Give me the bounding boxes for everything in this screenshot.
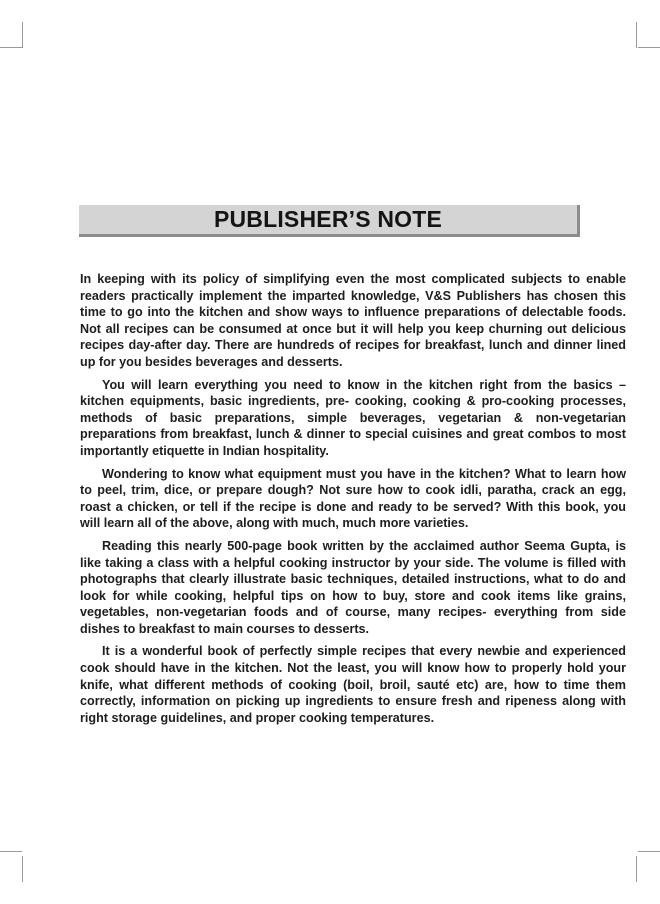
paragraph-learn: You will learn everything you need to know in the kitchen right from the basics – kitchen equipments, basic ingredients, pre- cooking, cooking & pro-cooking processes, methods of basic preparations, simple beverages, vegetarian & non-vegetarian preparations from breakfast, lunch & dinner to special cuisines and great combos to most importantly etiquette in Indian hospitality. bbox=[80, 377, 626, 458]
crop-mark-bottom-right bbox=[636, 856, 637, 882]
page-title: PUBLISHER’S NOTE bbox=[213, 206, 443, 232]
crop-mark-bottom-right-h bbox=[638, 851, 660, 852]
paragraph-wondering: Wondering to know what equipment must you have in the kitchen? What to learn how to peel, trim, dice, or prepare dough? Not sure how to cook idli, paratha, crack an egg, roast a chicken, or tell if the recipe is done and ready to be served? With this book, you will learn all of the above, along with much, much more varieties. bbox=[80, 466, 626, 531]
paragraph-wonderful: It is a wonderful book of perfectly simple recipes that every newbie and experienced cook should have in the kitchen. Not the least, you will know how to properly hold your knife, what different methods of cooking (boil, broil, sauté etc) are, how to time them correctly, information on picking up ingredients to ensure fresh and ripeness along with right storage guidelines, and proper cooking temperatures. bbox=[80, 644, 626, 725]
crop-mark-top-right-h bbox=[638, 47, 660, 48]
crop-mark-top-left bbox=[22, 22, 23, 48]
note-body bbox=[80, 271, 626, 732]
crop-mark-bottom-left bbox=[22, 856, 23, 882]
heading-banner bbox=[79, 205, 580, 237]
crop-mark-bottom-left-h bbox=[0, 851, 22, 852]
paragraph-reading: Reading this nearly 500-page book written by the acclaimed author Seema Gupta, is like taking a class with a helpful cooking instructor by your side. The volume is filled with photographs that clearly illustrate basic techniques, detailed instructions, what to do and look for while cooking, helpful tips on how to buy, store and cook items like grains, vegetables, non-vegetarian foods and of course, many recipes- everything from side dishes to breakfast to main courses to desserts. bbox=[80, 538, 626, 636]
crop-mark-top-left-h bbox=[0, 47, 22, 48]
paragraph-intro: In keeping with its policy of simplifying even the most complicated subjects to enable readers practically implement the imparted knowledge, V&S Publishers has chosen this time to go into the kitchen and show ways to influence preparations of delectable foods. Not all recipes can be consumed at once but it will help you keep churning out delicious recipes day-after day. There are hundreds of recipes for breakfast, lunch and dinner lined up for you besides beverages and desserts. bbox=[80, 272, 626, 369]
crop-mark-top-right bbox=[636, 22, 637, 48]
